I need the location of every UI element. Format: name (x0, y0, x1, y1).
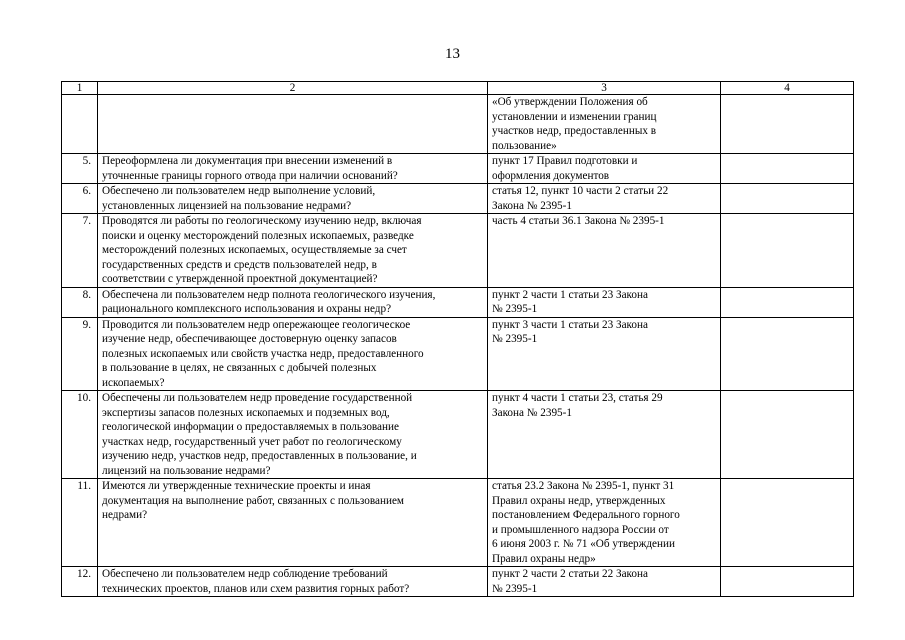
table-row (62, 391, 854, 479)
table-row (62, 317, 854, 391)
note-cell (721, 567, 854, 597)
question-cell: Проводится ли пользователем недр опережающее геологическое изучение недр, обеспечивающее достоверную оценку запасов полезных ископаемых или свойств участка недр, предоставленного в пользование в целях, не связанных с добычей полезных ископаемых? (98, 317, 488, 391)
legal-basis-cell: пункт 2 части 2 статьи 22 Закона № 2395-1 (488, 567, 721, 597)
page-number: 13 (445, 46, 460, 62)
note-cell (721, 154, 854, 184)
legal-basis-cell: часть 4 статьи 36.1 Закона № 2395-1 (488, 214, 721, 288)
row-number: 8. (62, 287, 98, 317)
legal-basis-cell: пункт 2 части 1 статьи 23 Закона № 2395-1 (488, 287, 721, 317)
row-number (62, 95, 98, 154)
question-cell: Имеются ли утвержденные технические проекты и иная документация на выполнение работ, связанных с пользованием недрами? (98, 479, 488, 567)
table-row (62, 184, 854, 214)
question-cell: Проводятся ли работы по геологическому изучению недр, включая поиски и оценку месторождений полезных ископаемых, разведке месторождений полезных ископаемых, осуществляемые за счет государственных средств и средств пользователей недр, в соответствии с утвержденной проектной документацией? (98, 214, 488, 288)
header-cell-1: 1 (62, 82, 98, 95)
row-number: 10. (62, 391, 98, 479)
note-cell (721, 214, 854, 288)
note-cell (721, 95, 854, 154)
question-cell: Переоформлена ли документация при внесении изменений в уточненные границы горного отвода при наличии оснований? (98, 154, 488, 184)
table-row (62, 567, 854, 597)
legal-basis-cell: пункт 4 части 1 статьи 23, статья 29 Закона № 2395-1 (488, 391, 721, 479)
row-number: 5. (62, 154, 98, 184)
table-header-row (62, 82, 854, 95)
checklist-table (61, 81, 854, 597)
legal-basis-cell: статья 12, пункт 10 части 2 статьи 22 Закона № 2395-1 (488, 184, 721, 214)
question-cell: Обеспечена ли пользователем недр полнота геологического изучения, рационального комплексного использования и охраны недр? (98, 287, 488, 317)
legal-basis-cell: пункт 3 части 1 статьи 23 Закона № 2395-1 (488, 317, 721, 391)
note-cell (721, 479, 854, 567)
legal-basis-cell: пункт 17 Правил подготовки и оформления документов (488, 154, 721, 184)
legal-basis-cell: статья 23.2 Закона № 2395-1, пункт 31 Правил охраны недр, утвержденных постановлением Федерального горного и промышленного надзора России от 6 июня 2003 г. № 71 «Об утверждении Правил охраны недр» (488, 479, 721, 567)
header-cell-3: 3 (488, 82, 721, 95)
row-number: 11. (62, 479, 98, 567)
table-row (62, 95, 854, 154)
question-cell: Обеспечено ли пользователем недр соблюдение требований технических проектов, планов или схем развития горных работ? (98, 567, 488, 597)
row-number: 7. (62, 214, 98, 288)
question-cell: Обеспечены ли пользователем недр проведение государственной экспертизы запасов полезных ископаемых и подземных вод, геологической информации о предоставляемых в пользование участках недр, государственный учет работ по геологическому изучению недр, участков недр, предоставленных в пользование, и лицензий на пользование недрами? (98, 391, 488, 479)
note-cell (721, 391, 854, 479)
row-number: 12. (62, 567, 98, 597)
table-row (62, 154, 854, 184)
table-row (62, 214, 854, 288)
row-number: 9. (62, 317, 98, 391)
note-cell (721, 317, 854, 391)
row-number: 6. (62, 184, 98, 214)
header-cell-2: 2 (98, 82, 488, 95)
legal-basis-cell: «Об утверждении Положения об установлении и изменении границ участков недр, предоставленных в пользование» (488, 95, 721, 154)
header-cell-4: 4 (721, 82, 854, 95)
table-row (62, 479, 854, 567)
table-row (62, 287, 854, 317)
note-cell (721, 184, 854, 214)
question-cell (98, 95, 488, 154)
note-cell (721, 287, 854, 317)
question-cell: Обеспечено ли пользователем недр выполнение условий, установленных лицензией на пользование недрами? (98, 184, 488, 214)
